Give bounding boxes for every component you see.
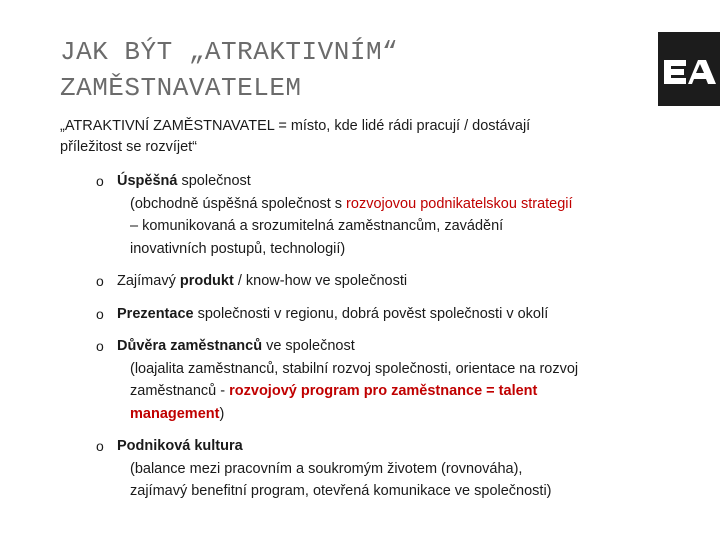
- item-bold: Úspěšná: [117, 173, 178, 189]
- list-item-product: [96, 270, 656, 293]
- intro-line-1: „ATRAKTIVNÍ ZAMĚSTNAVATEL = místo, kde lidé rádi pracují / dostávají: [60, 118, 531, 134]
- item-bold: Podniková kultura: [117, 438, 243, 454]
- item-text: / know-how ve společnosti: [233, 273, 408, 289]
- slide-title-line-2: ZAMĚSTNAVATELEM: [60, 73, 302, 103]
- item-text: ve společnost: [262, 338, 355, 354]
- item-bold: Důvěra zaměstnanců: [117, 338, 263, 354]
- ea-logo-icon: [658, 32, 720, 106]
- slide-title: [60, 34, 620, 106]
- item-bold: produkt: [179, 273, 234, 289]
- item-highlight: rozvojovou podnikatelskou strategií: [346, 195, 573, 212]
- item-sub-text: (balance mezi pracovním a soukromým životem (rovnováha),: [130, 460, 523, 477]
- bullet-icon: o: [96, 273, 104, 289]
- item-bold: Prezentace: [117, 305, 194, 322]
- list-item-success: [96, 170, 656, 260]
- ea-logo: [658, 32, 720, 106]
- item-sub-text: zajímavý benefitní program, otevřená komunikace ve společnosti): [130, 483, 552, 499]
- bullet-icon: o: [96, 338, 104, 354]
- item-sub-text: (loajalita zaměstnanců, stabilní rozvoj společnosti, orientace na rozvoj: [130, 360, 579, 377]
- intro-definition: [60, 116, 660, 158]
- bullet-icon: o: [96, 173, 104, 189]
- list-item-presentation: [96, 303, 656, 326]
- list-item-trust: [96, 335, 656, 425]
- item-sub-text: zaměstnanců -: [130, 383, 230, 399]
- item-sub-text: inovativních postupů, technologií): [130, 240, 346, 257]
- slide-title-line-1: JAK BÝT „ATRAKTIVNÍM“: [60, 37, 399, 67]
- bullet-icon: o: [96, 438, 104, 454]
- bullet-icon: o: [96, 305, 104, 322]
- item-text: společnosti v regionu, dobrá pověst společnosti v okolí: [193, 305, 549, 322]
- item-sub-text: (obchodně úspěšná společnost s: [130, 195, 347, 212]
- intro-line-2: příležitost se rozvíjet“: [60, 139, 197, 155]
- item-highlight: management: [130, 405, 220, 422]
- list-item-culture: [96, 435, 656, 503]
- bullet-list: [96, 170, 656, 513]
- item-sub-text: ): [219, 405, 225, 422]
- item-text: společnost: [177, 173, 251, 189]
- item-text: Zajímavý: [117, 273, 180, 289]
- item-highlight: rozvojový program pro zaměstnance = talent: [229, 383, 538, 399]
- item-sub-text: – komunikovaná a srozumitelná zaměstnancům, zavádění: [130, 218, 504, 234]
